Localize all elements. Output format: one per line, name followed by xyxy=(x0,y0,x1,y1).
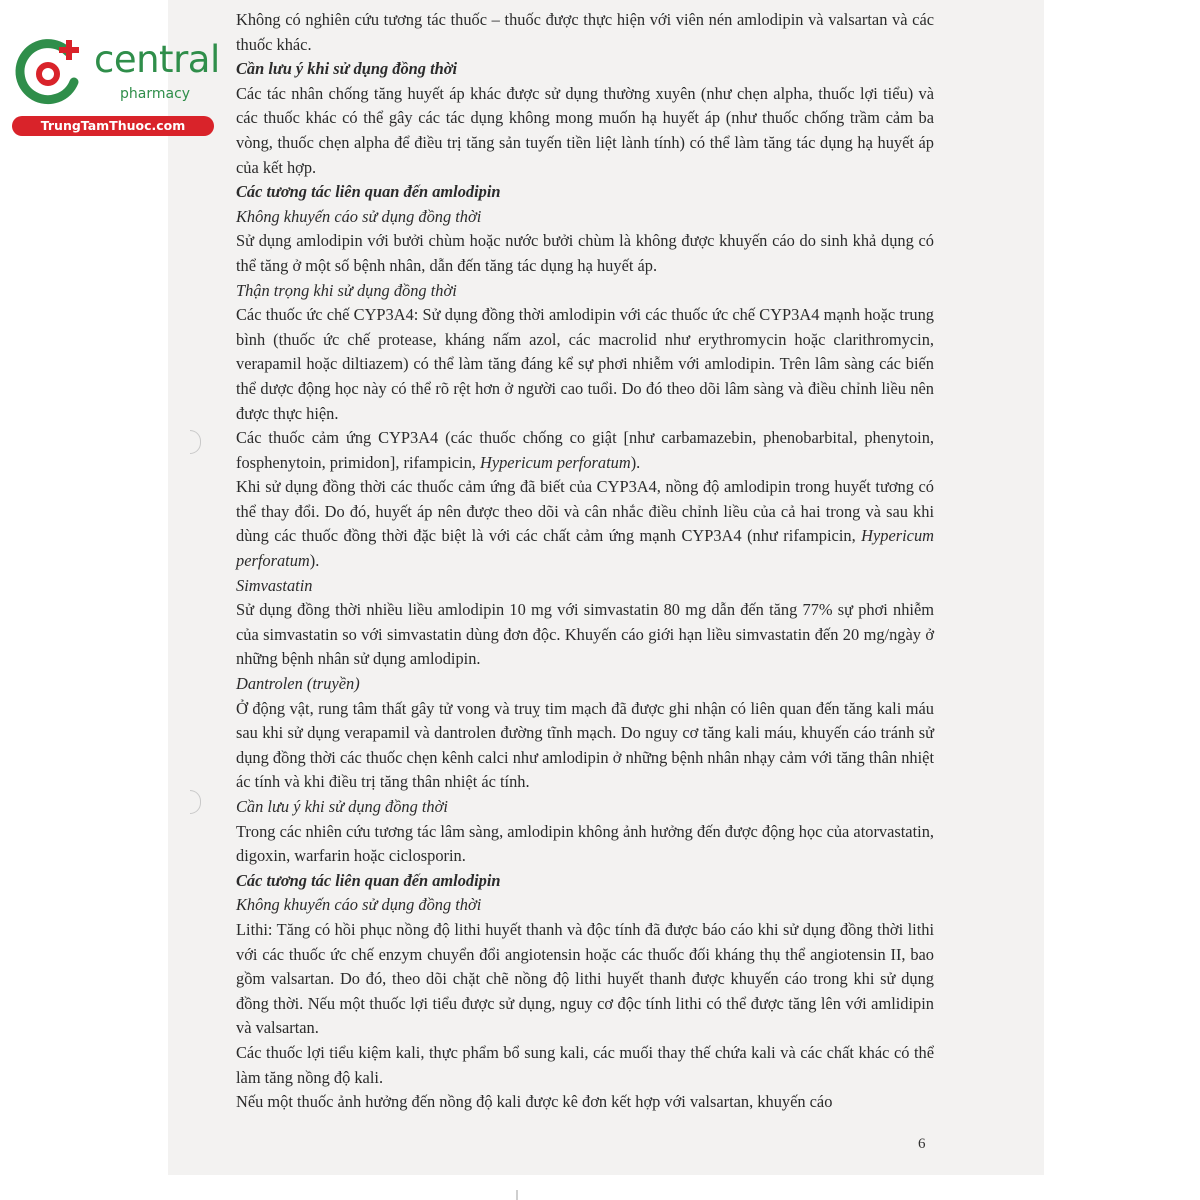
section-heading: Các tương tác liên quan đến amlodipin xyxy=(236,870,501,890)
page-number: 6 xyxy=(918,1136,926,1152)
subheading: Dantrolen (truyền) xyxy=(236,674,360,694)
paragraph: Trong các nhiên cứu tương tác lâm sàng, amlodipin không ảnh hưởng đến được động học của atorvastatin, digoxin, warfarin hoặc ciclosporin. xyxy=(236,821,934,866)
paragraph: Ở động vật, rung tâm thất gây tử vong và truỵ tim mạch đã được ghi nhận có liên quan đến tăng kali máu sau khi sử dụng verapamil và dantrolen đường tĩnh mạch. Do nguy cơ tăng kali máu, khuyến cáo tránh sử dụng đồng thời các thuốc chẹn kênh calci như amlodipin ở những bệnh nhân nhạy cảm với tăng thân nhiệt ác tính và khi điều trị tăng thân nhiệt ác tính. xyxy=(236,698,934,792)
latin-term: Hypericum perforatum xyxy=(236,526,934,571)
logo-site-link[interactable]: TrungTamThuoc.com xyxy=(12,116,214,136)
paragraph-text: ). xyxy=(630,452,641,472)
paragraph: Nếu một thuốc ảnh hưởng đến nồng độ kali được kê đơn kết hợp với valsartan, khuyến cáo xyxy=(236,1092,833,1112)
paragraph: Các thuốc lợi tiểu kiệm kali, thực phẩm bổ sung kali, các muối thay thế chứa kali và các chất khác có thể làm tăng nồng độ kali. xyxy=(236,1042,934,1087)
scan-mark xyxy=(516,1190,518,1200)
pharmacy-logo-icon xyxy=(12,36,86,110)
paragraph-text: Khi sử dụng đồng thời các thuốc cảm ứng đã biết của CYP3A4, nồng độ amlodipin trong huyết tương có thể thay đổi. Do đó, huyết áp nên được theo dõi và cân nhắc điều chỉnh liều của cả hai trong và sau khi dùng các thuốc đồng thời đặc biệt là với các chất cảm ứng mạnh CYP3A4 (như rifampicin, xyxy=(236,477,934,546)
paragraph: Sử dụng đồng thời nhiều liều amlodipin 10 mg với simvastatin 80 mg dẫn đến tăng 77% sự phơi nhiễm của simvastatin so với simvastatin dùng đơn độc. Khuyến cáo giới hạn liều simvastatin đến 20 mg/ngày ở những bệnh nhân sử dụng amlodipin. xyxy=(236,600,934,669)
latin-term: Hypericum perforatum xyxy=(480,452,631,472)
paragraph: Lithi: Tăng có hồi phục nồng độ lithi huyết thanh và độc tính đã được báo cáo khi sử dụng đồng thời lithi với các thuốc ức chế enzym chuyển đổi angiotensin hoặc các thuốc đối kháng thụ thể angiotensin II, bao gồm valsartan. Do đó, theo dõi chặt chẽ nồng độ lithi huyết thanh được khuyến cáo trong khi sử dụng đồng thời. Nếu một thuốc lợi tiểu được sử dụng, nguy cơ độc tính lithi có thể được tăng lên với amlidipin và valsartan. xyxy=(236,919,934,1038)
subheading: Không khuyến cáo sử dụng đồng thời xyxy=(236,206,482,226)
logo-wordmark: central xyxy=(94,38,220,81)
section-heading: Các tương tác liên quan đến amlodipin xyxy=(236,182,501,202)
subheading: Cần lưu ý khi sử dụng đồng thời xyxy=(236,797,448,816)
paragraph: Sử dụng amlodipin với bưởi chùm hoặc nước bưởi chùm là không được khuyến cáo do sinh khả dụng có thể tăng ở một số bệnh nhân, dẫn đến tăng tác dụng hạ huyết áp. xyxy=(236,231,934,275)
central-pharmacy-logo[interactable] xyxy=(8,36,220,136)
paragraph xyxy=(236,475,934,573)
section-heading: Cần lưu ý khi sử dụng đồng thời xyxy=(236,59,458,79)
paragraph-text: ). xyxy=(309,551,320,571)
paragraph xyxy=(236,426,934,475)
subheading: Thận trọng khi sử dụng đồng thời xyxy=(236,280,457,300)
subheading: Simvastatin xyxy=(236,575,313,595)
paragraph: Không có nghiên cứu tương tác thuốc – thuốc được thực hiện với viên nén amlodipin và valsartan và các thuốc khác. xyxy=(236,10,934,54)
paragraph: Các thuốc ức chế CYP3A4: Sử dụng đồng thời amlodipin với các thuốc ức chế CYP3A4 mạnh hoặc trung bình (thuốc ức chế protease, kháng nấm azol, các macrolid như erythromycin hoặc clarithromycin, verapamil hoặc diltiazem) có thể làm tăng đáng kể sự phơi nhiễm với amlodipin. Trên lâm sàng các biến thể dược động học này có thể rõ rệt hơn ở người cao tuổi. Do đó theo dõi lâm sàng và điều chỉnh liều nên được thực hiện. xyxy=(236,305,934,423)
document-body xyxy=(236,8,934,1115)
logo-tagline: pharmacy xyxy=(120,86,191,102)
subheading: Không khuyến cáo sử dụng đồng thời xyxy=(236,895,482,915)
paragraph: Các tác nhân chống tăng huyết áp khác được sử dụng thường xuyên (như chẹn alpha, thuốc lợi tiểu) và các thuốc khác có thể gây các tác dụng không mong muốn hạ huyết áp (như thuốc chống trầm cảm ba vòng, thuốc chẹn alpha để điều trị tăng sản tuyến tiền liệt lành tính) có thể làm tăng tác dụng hạ huyết áp của kết hợp. xyxy=(236,83,934,177)
paragraph-text: Các thuốc cảm ứng CYP3A4 (các thuốc chống co giật [như carbamazebin, phenobarbital, phenytoin, fosphenytoin, primidon], rifampicin, xyxy=(236,428,934,472)
